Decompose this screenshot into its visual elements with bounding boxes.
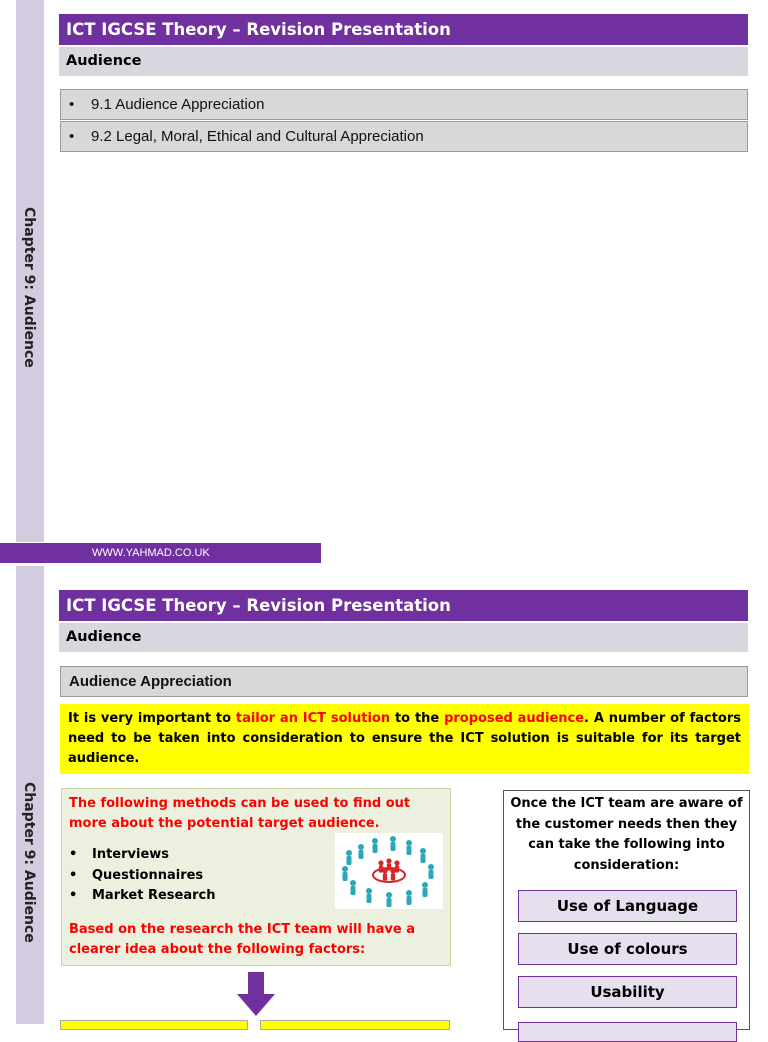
factor-colours[interactable]: Use of colours: [518, 933, 737, 965]
intro-text: . A number of factors need to be taken into consideration to ensure the ICT solution is suitable for its target audience.: [68, 711, 741, 766]
consideration-intro: Once the ICT team are aware of the customer needs then they can take the following into consideration:: [510, 796, 743, 873]
methods-intro: The following methods can be used to find out more about the potential target audience.: [69, 796, 411, 831]
intro-emphasis: proposed audience: [444, 711, 585, 726]
factor-box-partial: [60, 1020, 248, 1030]
presentation-title: ICT IGCSE Theory – Revision Presentation: [59, 590, 748, 621]
down-arrow-icon: [237, 972, 275, 1016]
people-network-icon: [335, 833, 443, 909]
list-item: [69, 886, 216, 907]
intro-emphasis: tailor an ICT solution: [235, 711, 391, 726]
factor-box-partial: [260, 1020, 450, 1030]
bullet-icon: •: [69, 867, 78, 883]
method-label: Questionnaires: [92, 867, 204, 883]
method-label: Interviews: [92, 847, 170, 862]
bullet-icon: •: [69, 128, 75, 145]
section-subtitle: Audience: [59, 47, 748, 76]
methods-outro: Based on the research the ICT team will have a clearer idea about the following factors:: [69, 922, 416, 957]
factor-language[interactable]: Use of Language: [518, 890, 737, 922]
topic-label: 9.1 Audience Appreciation: [91, 96, 265, 113]
bullet-icon: •: [69, 888, 78, 903]
method-label: Market Research: [92, 888, 216, 903]
bullet-icon: •: [69, 847, 78, 862]
presentation-title: ICT IGCSE Theory – Revision Presentation: [59, 14, 748, 45]
topic-item-9-2[interactable]: [60, 121, 748, 152]
website-footer[interactable]: WWW.YAHMAD.CO.UK: [0, 543, 321, 563]
intro-text: It is very important to: [68, 711, 236, 726]
consideration-box: [503, 790, 750, 1030]
list-item: [69, 866, 216, 887]
methods-list: [69, 845, 216, 907]
chapter-label: Chapter 9: Audience: [21, 207, 37, 368]
bullet-icon: •: [69, 96, 75, 113]
section-subtitle: Audience: [59, 623, 748, 652]
chapter-label: Chapter 9: Audience: [21, 782, 37, 943]
intro-highlight-box: [60, 704, 749, 774]
intro-text: to the: [390, 711, 445, 726]
topic-item-9-1[interactable]: [60, 89, 748, 120]
list-item: [69, 845, 216, 866]
topic-label: 9.2 Legal, Moral, Ethical and Cultural Appreciation: [91, 128, 424, 145]
factor-usability[interactable]: Usability: [518, 976, 737, 1008]
factor-box-partial: [518, 1022, 737, 1042]
section-heading: Audience Appreciation: [60, 666, 748, 697]
